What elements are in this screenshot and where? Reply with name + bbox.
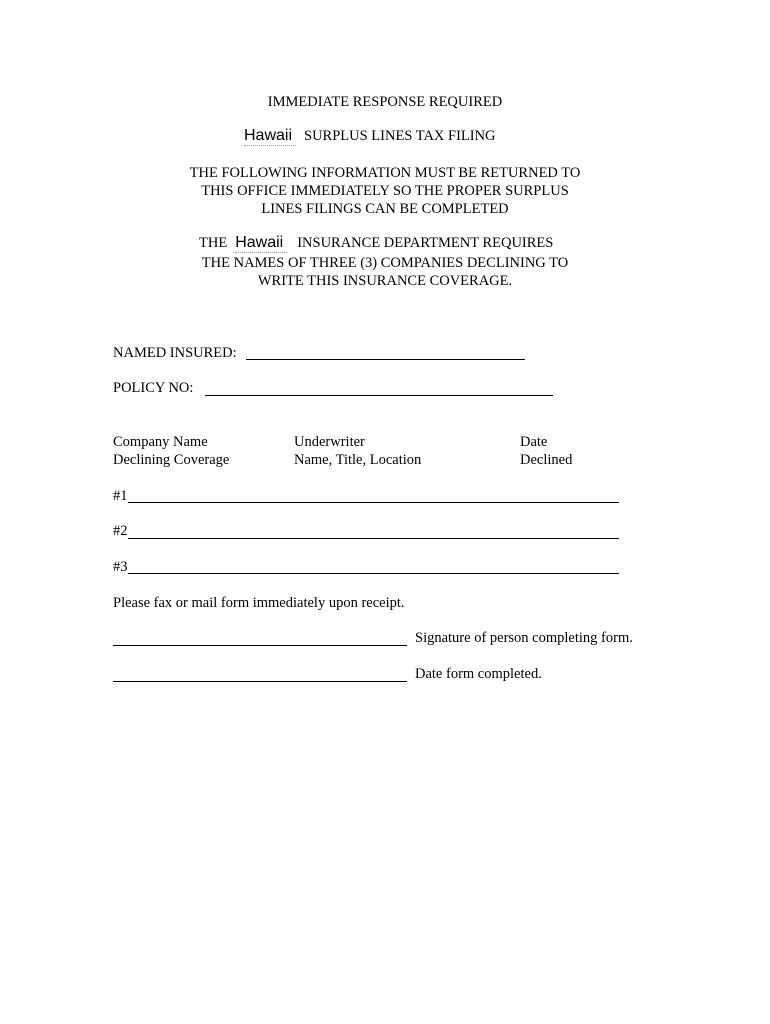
policy-no-underline <box>205 395 553 396</box>
named-insured-label: NAMED INSURED: <box>113 345 237 361</box>
column-underwriter-line-1: Underwriter <box>294 434 365 450</box>
column-date-line-2: Declined <box>520 452 573 468</box>
row-3-underline <box>128 573 619 574</box>
fax-instruction: Please fax or mail form immediately upon receipt. <box>113 595 405 611</box>
filing-title-line <box>244 127 496 145</box>
signature-field[interactable] <box>113 628 407 644</box>
notice-line-1: THE FOLLOWING INFORMATION MUST BE RETURNED TO <box>189 165 581 181</box>
row-1-label: #1 <box>113 488 128 504</box>
policy-no-field[interactable] <box>207 377 551 393</box>
requirement-state-field[interactable]: Hawaii <box>235 234 287 252</box>
form-title: IMMEDIATE RESPONSE REQUIRED <box>267 94 503 110</box>
signature-underline <box>113 645 407 646</box>
column-company-line-1: Company Name <box>113 434 208 450</box>
requirement-line-3: WRITE THIS INSURANCE COVERAGE. <box>257 273 513 289</box>
date-completed-underline <box>113 681 407 682</box>
column-company-line-2: Declining Coverage <box>113 452 230 468</box>
row-2-field[interactable] <box>130 520 616 536</box>
named-insured-underline <box>246 359 525 360</box>
signature-label: Signature of person completing form. <box>415 630 633 646</box>
notice-line-3: LINES FILINGS CAN BE COMPLETED <box>261 201 509 217</box>
row-3-field[interactable] <box>130 556 616 572</box>
requirement-line-1 <box>199 234 553 252</box>
requirement-suffix: INSURANCE DEPARTMENT REQUIRES <box>297 235 554 251</box>
requirement-line-2: THE NAMES OF THREE (3) COMPANIES DECLINING TO <box>201 255 569 271</box>
notice-line-2: THIS OFFICE IMMEDIATELY SO THE PROPER SURPLUS <box>201 183 569 199</box>
row-2-underline <box>128 538 619 539</box>
row-1-underline <box>128 502 619 503</box>
column-date-line-1: Date <box>520 434 548 450</box>
row-3-label: #3 <box>113 559 128 575</box>
named-insured-field[interactable] <box>248 342 524 358</box>
requirement-prefix: THE <box>199 235 228 251</box>
column-underwriter-line-2: Name, Title, Location <box>294 452 422 468</box>
policy-no-label: POLICY NO: <box>113 380 194 396</box>
row-2-label: #2 <box>113 523 128 539</box>
date-completed-label: Date form completed. <box>415 666 542 682</box>
row-1-field[interactable] <box>130 485 616 501</box>
date-completed-field[interactable] <box>113 664 407 680</box>
state-name-field[interactable]: Hawaii <box>244 127 296 145</box>
filing-title: SURPLUS LINES TAX FILING <box>304 128 496 144</box>
